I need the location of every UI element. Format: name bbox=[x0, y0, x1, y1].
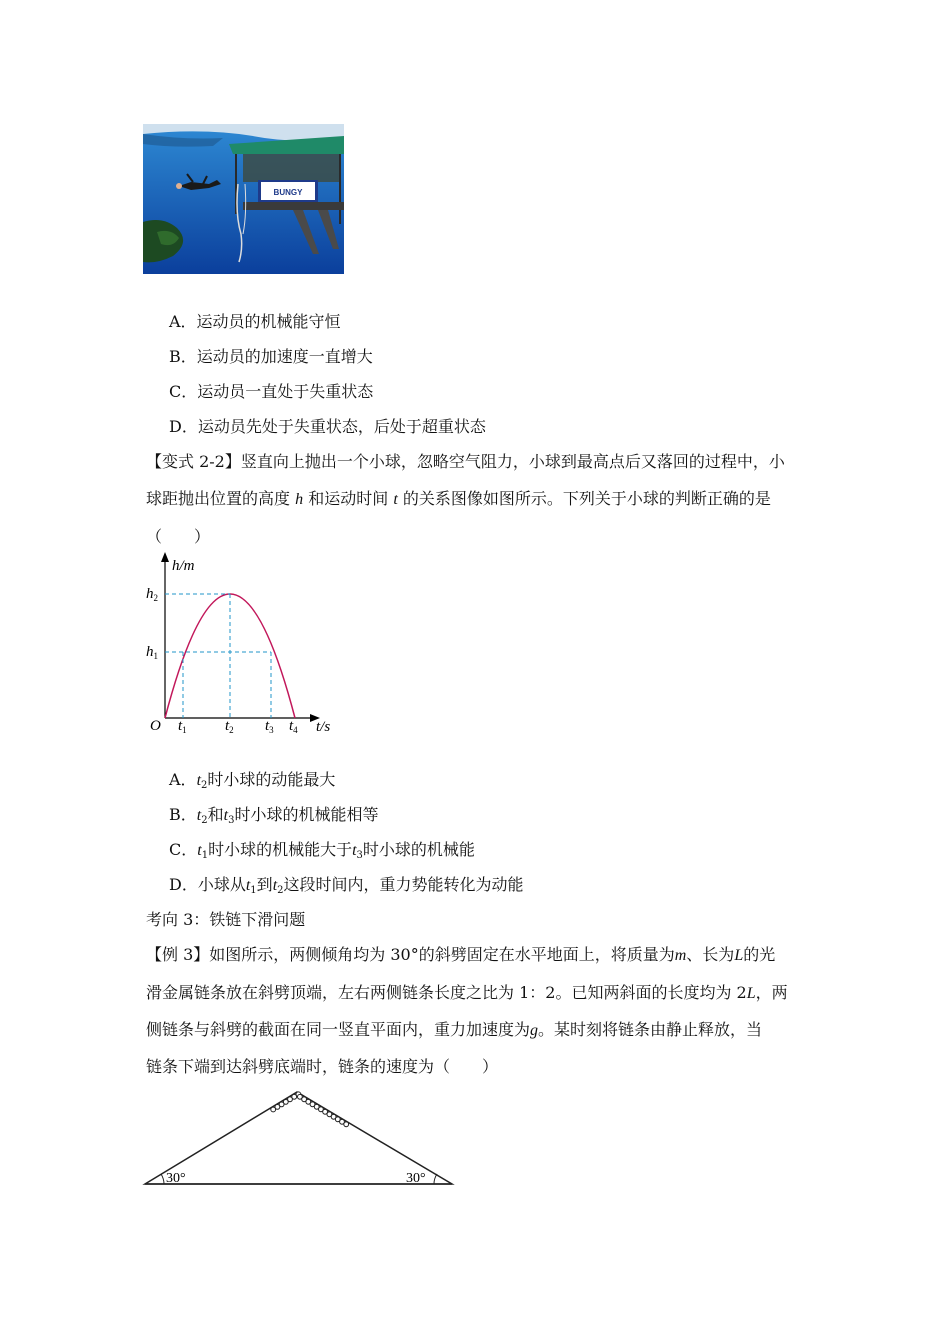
right-angle-arc bbox=[434, 1174, 437, 1184]
opt-c-prefix: C． bbox=[169, 840, 198, 859]
x-axis-label: t/s bbox=[316, 719, 331, 735]
var-L-2: L bbox=[746, 985, 756, 1002]
q2-option-d bbox=[169, 874, 524, 902]
opt-b-mid: 和 bbox=[207, 805, 224, 824]
opt-b-var2: t bbox=[223, 807, 229, 824]
ex3-line-3 bbox=[146, 1019, 762, 1042]
q1-option-b: B．运动员的加速度一直增大 bbox=[169, 347, 373, 366]
h2-label: $h_2$ bbox=[146, 586, 158, 603]
q2-text-2c: 的关系图像如图所示。下列关于小球的判断正确的是 bbox=[402, 489, 771, 508]
bungy-sign: BUNGY bbox=[273, 188, 303, 197]
opt-d-sub2: 2 bbox=[277, 885, 284, 896]
var-L: L bbox=[734, 947, 744, 964]
q1-option-a: A．运动员的机械能守恒 bbox=[169, 312, 341, 331]
t4-label: $t_4$ bbox=[289, 718, 298, 735]
opt-d-var2: t bbox=[272, 877, 278, 894]
opt-c-mid: 时小球的机械能大于 bbox=[208, 840, 353, 859]
chain bbox=[271, 1092, 349, 1127]
chain-link bbox=[344, 1122, 349, 1127]
ex3-text-2a: 滑金属链条放在斜劈顶端，左右两侧链条长度之比为 1：2。已知两斜面的长度均为 2 bbox=[146, 983, 747, 1002]
opt-d-rest: 这段时间内，重力势能转化为动能 bbox=[283, 875, 524, 894]
h1-label: $h_1$ bbox=[146, 644, 158, 661]
opt-d-prefix: D．小球从 bbox=[169, 875, 246, 894]
opt-c-rest: 时小球的机械能 bbox=[362, 840, 475, 859]
q1-option-c: C．运动员一直处于失重状态 bbox=[169, 382, 374, 401]
opt-a-rest: 时小球的动能最大 bbox=[207, 770, 336, 789]
bungee-photo bbox=[143, 124, 344, 274]
section-heading: 考向 3：铁链下滑问题 bbox=[146, 910, 306, 929]
opt-c-var1: t bbox=[197, 842, 202, 859]
opt-b-rest: 时小球的机械能相等 bbox=[234, 805, 379, 824]
q2-text-1: 竖直向上抛出一个小球，忽略空气阻力，小球到最高点后又落回的过程中，小 bbox=[240, 452, 785, 471]
q2-tag: 【变式 2-2】 bbox=[146, 452, 241, 471]
ex3-tag: 【例 3】 bbox=[146, 945, 210, 964]
ex3-line-2 bbox=[146, 982, 788, 1005]
origin-label: O bbox=[150, 718, 161, 734]
opt-b-sub1: 2 bbox=[201, 815, 208, 826]
q2-text-2a: 球距抛出位置的高度 bbox=[146, 489, 291, 508]
q2-text-2b: 和运动时间 bbox=[308, 489, 389, 508]
ex3-text-3a: 侧链条与斜劈的截面在同一竖直平面内，重力加速度为 bbox=[146, 1020, 531, 1039]
opt-a-sub: 2 bbox=[201, 780, 208, 791]
opt-c-sub2: 3 bbox=[356, 850, 363, 861]
var-t: t bbox=[393, 491, 398, 508]
opt-a-prefix: A． bbox=[169, 770, 197, 789]
q2-option-c bbox=[169, 839, 475, 867]
left-angle-label: 30° bbox=[166, 1171, 186, 1186]
chain-link bbox=[271, 1107, 276, 1112]
height-time-graph bbox=[140, 548, 350, 743]
opt-c-var2: t bbox=[352, 842, 357, 859]
q2-option-a bbox=[169, 769, 335, 797]
wedge-diagram bbox=[140, 1086, 460, 1190]
var-m: m bbox=[674, 947, 687, 964]
y-axis-arrow bbox=[161, 552, 169, 562]
ex3-line-1 bbox=[146, 944, 775, 967]
q1-option-d: D．运动员先处于失重状态，后处于超重状态 bbox=[169, 417, 486, 436]
var-g: g bbox=[530, 1022, 539, 1039]
opt-c-sub1: 1 bbox=[201, 850, 209, 861]
q2-answer-blank: （ ） bbox=[146, 527, 211, 546]
opt-b-sub2: 3 bbox=[228, 815, 235, 826]
left-angle-arc bbox=[161, 1174, 164, 1184]
ex3-text-3b: 。某时刻将链条由静止释放，当 bbox=[538, 1020, 763, 1039]
q2-line-1 bbox=[146, 451, 785, 473]
ex3-line-4: 链条下端到达斜劈底端时，链条的速度为（ ） bbox=[146, 1057, 499, 1076]
t3-label: $t_3$ bbox=[265, 718, 274, 735]
var-h: h bbox=[295, 491, 304, 508]
q2-option-b bbox=[169, 804, 378, 832]
opt-b-var1: t bbox=[196, 807, 202, 824]
ex3-text-1b: 、长为 bbox=[686, 945, 735, 964]
opt-a-var: t bbox=[196, 772, 202, 789]
y-axis-label: h/m bbox=[172, 558, 195, 574]
ex3-text-1c: 的光 bbox=[743, 945, 776, 964]
ex3-text-1a: 如图所示，两侧倾角均为 30°的斜劈固定在水平地面上，将质量为 bbox=[209, 945, 675, 964]
opt-d-var1: t bbox=[245, 877, 251, 894]
ex3-text-2b: ，两 bbox=[755, 983, 788, 1002]
opt-d-mid: 到 bbox=[256, 875, 273, 894]
right-angle-label: 30° bbox=[406, 1171, 426, 1186]
q2-line-2 bbox=[146, 488, 771, 511]
opt-b-prefix: B． bbox=[169, 805, 197, 824]
t1-label: $t_1$ bbox=[178, 718, 187, 735]
t2-label: $t_2$ bbox=[225, 718, 234, 735]
opt-d-sub1: 1 bbox=[250, 885, 257, 896]
